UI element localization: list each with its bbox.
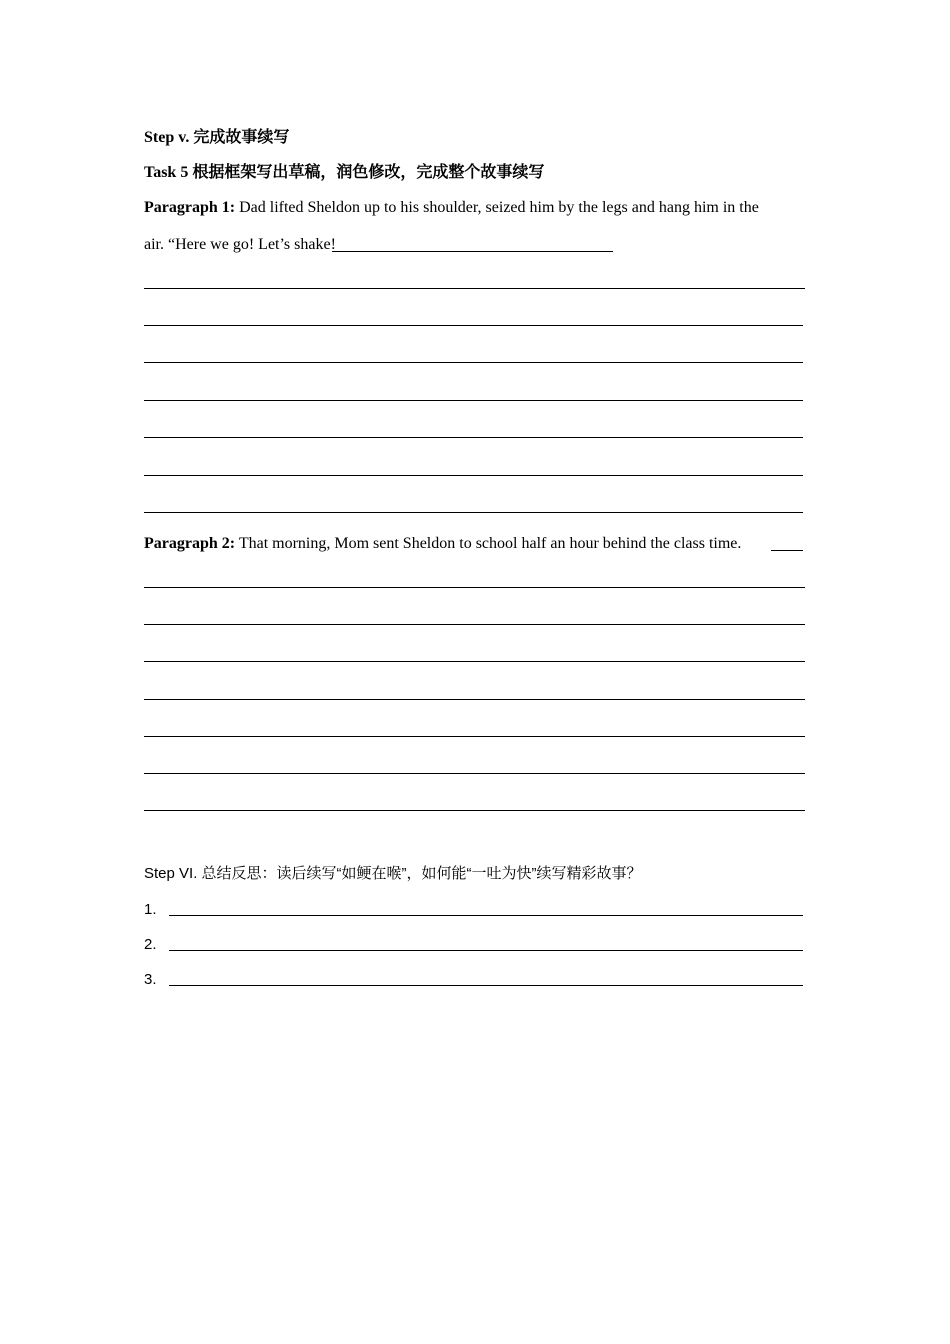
paragraph-2-writing-line[interactable] xyxy=(144,661,805,662)
paragraph-2-writing-line[interactable] xyxy=(144,810,805,811)
step-vi-heading: Step VI. 总结反思：读后续写“如鲠在喉”，如何能“一吐为快”续写精彩故事？ xyxy=(144,865,642,882)
paragraph-1-inline-blank[interactable] xyxy=(332,251,613,252)
paragraph-2-writing-line[interactable] xyxy=(144,736,805,737)
paragraph-2-writing-line[interactable] xyxy=(144,773,805,774)
paragraph-1-writing-line[interactable] xyxy=(144,362,803,363)
paragraph-1-opening-text: Dad lifted Sheldon up to his shoulder, seized him by the legs and hang him in the xyxy=(235,199,759,216)
reflection-answer-line[interactable] xyxy=(169,950,803,951)
paragraph-1-line-1 xyxy=(144,198,759,218)
reflection-answer-line[interactable] xyxy=(169,985,803,986)
reflection-item-number: 3. xyxy=(144,971,157,988)
reflection-item-number: 1. xyxy=(144,901,157,918)
paragraph-2-line-1 xyxy=(144,534,741,554)
reflection-answer-line[interactable] xyxy=(169,915,803,916)
paragraph-2-inline-blank[interactable] xyxy=(771,550,803,551)
paragraph-1-opening-text-cont: air. “Here we go! Let’s shake! xyxy=(144,236,336,253)
paragraph-1-writing-line[interactable] xyxy=(144,437,803,438)
paragraph-1-label: Paragraph 1: xyxy=(144,199,236,216)
paragraph-1-writing-line[interactable] xyxy=(144,325,803,326)
paragraph-2-writing-line[interactable] xyxy=(144,624,805,625)
paragraph-2-writing-line[interactable] xyxy=(144,699,805,700)
paragraph-2-writing-line[interactable] xyxy=(144,587,805,588)
paragraph-1-writing-line[interactable] xyxy=(144,288,805,289)
paragraph-1-writing-line[interactable] xyxy=(144,400,803,401)
paragraph-1-writing-line[interactable] xyxy=(144,475,803,476)
step-v-heading: Step v. 完成故事续写 xyxy=(144,129,290,146)
paragraph-1-writing-line[interactable] xyxy=(144,512,803,513)
task-5-heading: Task 5 根据框架写出草稿，润色修改，完成整个故事续写 xyxy=(144,164,545,181)
paragraph-1-line-2 xyxy=(144,235,336,255)
reflection-item-number: 2. xyxy=(144,936,157,953)
paragraph-2-opening-text: That morning, Mom sent Sheldon to school half an hour behind the class time. xyxy=(235,535,742,552)
paragraph-2-label: Paragraph 2: xyxy=(144,535,236,552)
